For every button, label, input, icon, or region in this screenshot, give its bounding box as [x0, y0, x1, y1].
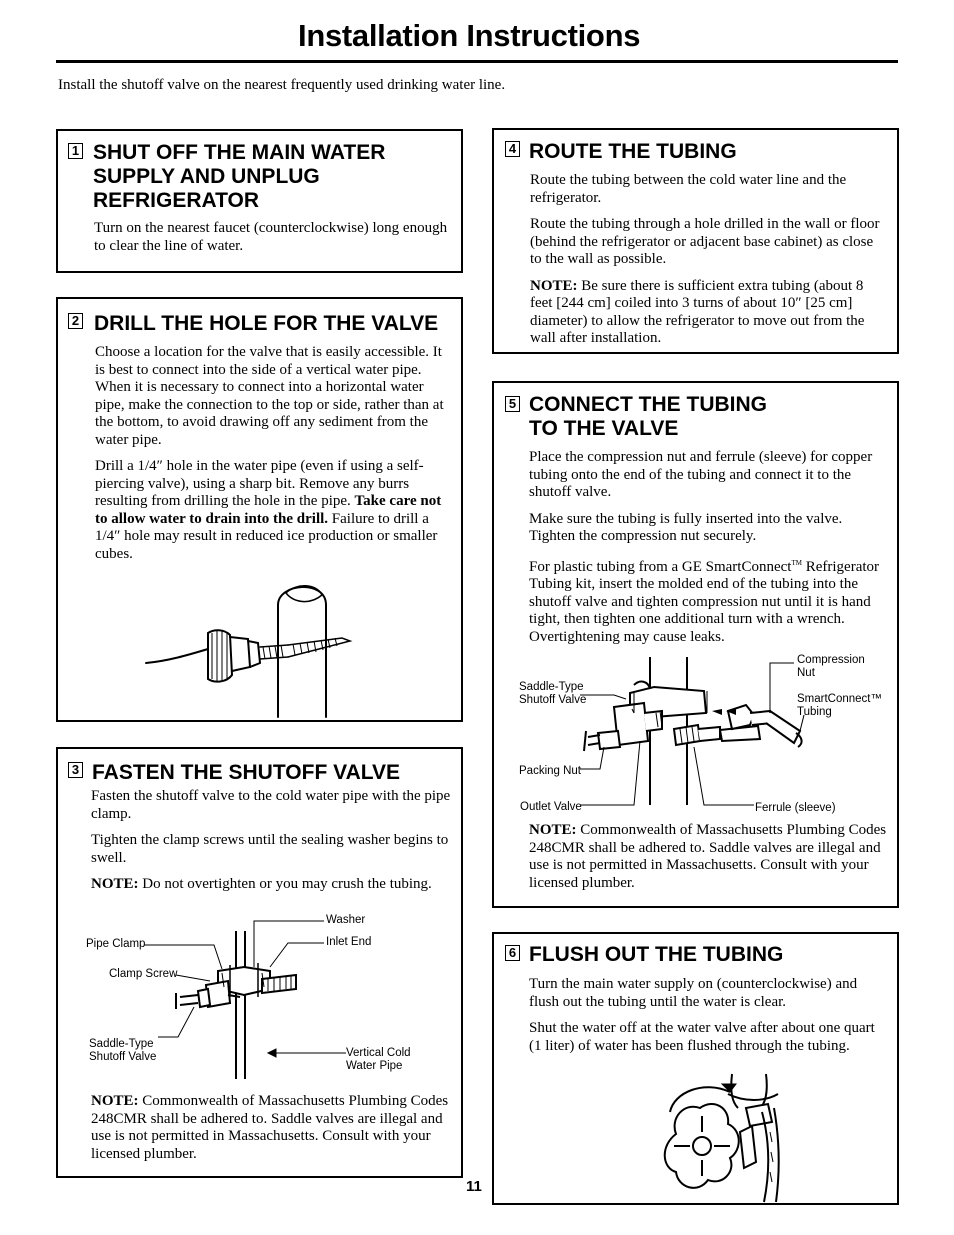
note: [91, 1093, 453, 1163]
label-clamp-screw: Clamp Screw: [109, 968, 178, 980]
step-1-panel: [56, 129, 463, 273]
label-pipe-clamp: Pipe Clamp: [86, 938, 146, 950]
label-vertical-pipe: Vertical Cold Water Pipe: [346, 1047, 411, 1072]
intro-text: Install the shutoff valve on the nearest frequently used drinking water line.: [58, 77, 506, 93]
step-heading: FASTEN THE SHUTOFF VALVE: [92, 761, 401, 784]
title-rule: [56, 60, 898, 63]
paragraph: Fasten the shutoff valve to the cold water pipe with the pipe clamp.: [91, 788, 451, 822]
step-heading: [529, 393, 889, 441]
step-note: [91, 1093, 453, 1172]
heading-line: SHUT OFF THE MAIN WATER: [93, 141, 386, 164]
drill-illustration: [138, 575, 378, 735]
step-heading: DRILL THE HOLE FOR THE VALVE: [94, 312, 439, 335]
step-heading: [93, 141, 453, 213]
paragraph: Choose a location for the valve that is easily accessible. It is best to connect into the side of a vertical water pipe. When it is necessary to connect into a horizontal water pipe, make the connection to the top or side, rather than at the bottom, to avoid drawing off any sediment from the water pipe.: [95, 344, 444, 448]
label-washer: Washer: [326, 914, 366, 926]
step-body: [529, 976, 881, 1064]
label-inlet-end: Inlet End: [326, 936, 372, 948]
label-saddle-valve: Saddle-Type Shutoff Valve: [519, 681, 587, 706]
step-heading: ROUTE THE TUBING: [529, 140, 737, 163]
paragraph: Route the tubing through a hole drilled in the wall or floor (behind the refrigerator or adjacent base cabinet) as close to the wall as possible.: [530, 216, 880, 267]
step-body: [529, 449, 889, 655]
note: [529, 822, 891, 892]
step-body: [530, 172, 888, 357]
paragraph: Turn the main water supply on (counterclockwise) and flush out the tubing until the water is clear.: [529, 976, 858, 1010]
step-number: 2: [68, 313, 83, 329]
label-saddle-valve: Saddle-Type Shutoff Valve: [89, 1038, 157, 1063]
paragraph: Shut the water off at the water valve after about one quart (1 liter) of water has been flushed through the tubing.: [529, 1020, 875, 1054]
paragraph: Tighten the clamp screws until the sealing washer begins to swell.: [91, 832, 449, 866]
note-label: NOTE:: [530, 277, 578, 294]
note-text: Do not overtighten or you may crush the tubing.: [142, 876, 432, 892]
faucet-valve-illustration: [654, 1072, 834, 1202]
step-body: [95, 344, 451, 572]
note-label: NOTE:: [91, 876, 139, 892]
paragraph: Place the compression nut and ferrule (sleeve) for copper tubing onto the end of the tubing and connect it to the shutoff valve.: [529, 449, 873, 500]
paragraph-text: Drill a 1/4″ hole in the water pipe (even if using a self-piercing valve), using a sharp bit. Remove any burrs resulting from drilling the hole in the pipe.: [95, 458, 424, 509]
label-packing-nut: Packing Nut: [519, 765, 582, 777]
note-text: Commonwealth of Massachusetts Plumbing Codes 248CMR shall be adhered to. Saddle valves are illegal and use is not permitted in Massachusetts. Consult with your licensed plumber.: [91, 1093, 449, 1162]
label-compression-nut: Compression Nut: [797, 654, 865, 679]
page-number: 11: [466, 1178, 482, 1195]
step-4-panel: [492, 128, 899, 354]
paragraph: Turn on the nearest faucet (counterclockwise) long enough to clear the line of water.: [94, 220, 448, 254]
paragraph: For plastic tubing from a GE SmartConnect™ Refrigerator Tubing kit, insert the molded end of the tubing into the shutoff valve and tighten compression nut until it is hand tight, then tighten one additional turn with a wrench. Overtightening may cause leaks.: [529, 558, 880, 645]
paragraph-text: Failure to drill a 1/4″ hole may result in reduced ice production or smaller cubes.: [95, 510, 438, 562]
paragraph: Make sure the tubing is fully inserted into the valve. Tighten the compression nut securely.: [529, 510, 843, 544]
note-label: NOTE:: [91, 1093, 139, 1109]
step-heading: FLUSH OUT THE TUBING: [529, 943, 784, 966]
note: [530, 278, 888, 348]
step-5-panel: [492, 381, 899, 908]
paragraph: Route the tubing between the cold water line and the refrigerator.: [530, 172, 847, 206]
note-text: Commonwealth of Massachusetts Plumbing Codes 248CMR shall be adhered to. Saddle valves are illegal and use is not permitted in Massachusetts. Consult with your licensed plumber.: [529, 822, 887, 891]
label-outlet-valve: Outlet Valve: [520, 801, 582, 813]
heading-line: TO THE VALVE: [529, 417, 679, 440]
paragraph: [95, 458, 451, 563]
page-title: Installation Instructions: [298, 18, 641, 53]
note-text: Be sure there is sufficient extra tubing (about 8 feet [244 cm] coiled into 3 turns of about 10″ [25 cm] diameter) to allow the refrigerator to move out from the wall after installation.: [530, 277, 865, 346]
note-label: NOTE:: [529, 822, 577, 838]
step-number: 5: [505, 396, 520, 412]
step-number: 1: [68, 143, 83, 159]
heading-line: CONNECT THE TUBING: [529, 393, 767, 416]
label-ferrule: Ferrule (sleeve): [755, 802, 836, 814]
step-note: [529, 822, 891, 901]
note: [91, 876, 451, 894]
step-3-panel: [56, 747, 463, 1178]
step-number: 3: [68, 762, 83, 778]
step-2-panel: [56, 297, 463, 722]
heading-line: REFRIGERATOR: [93, 189, 260, 212]
step-body: [94, 220, 454, 264]
warning-text: Take care not to allow water to drain into the drill.: [95, 493, 442, 527]
heading-line: SUPPLY AND UNPLUG: [93, 165, 320, 188]
step-number: 6: [505, 945, 520, 961]
step-body: [91, 788, 451, 903]
step-6-panel: [492, 932, 899, 1205]
step-number: 4: [505, 141, 520, 157]
label-smartconnect-tubing: SmartConnect™ Tubing: [797, 693, 883, 718]
